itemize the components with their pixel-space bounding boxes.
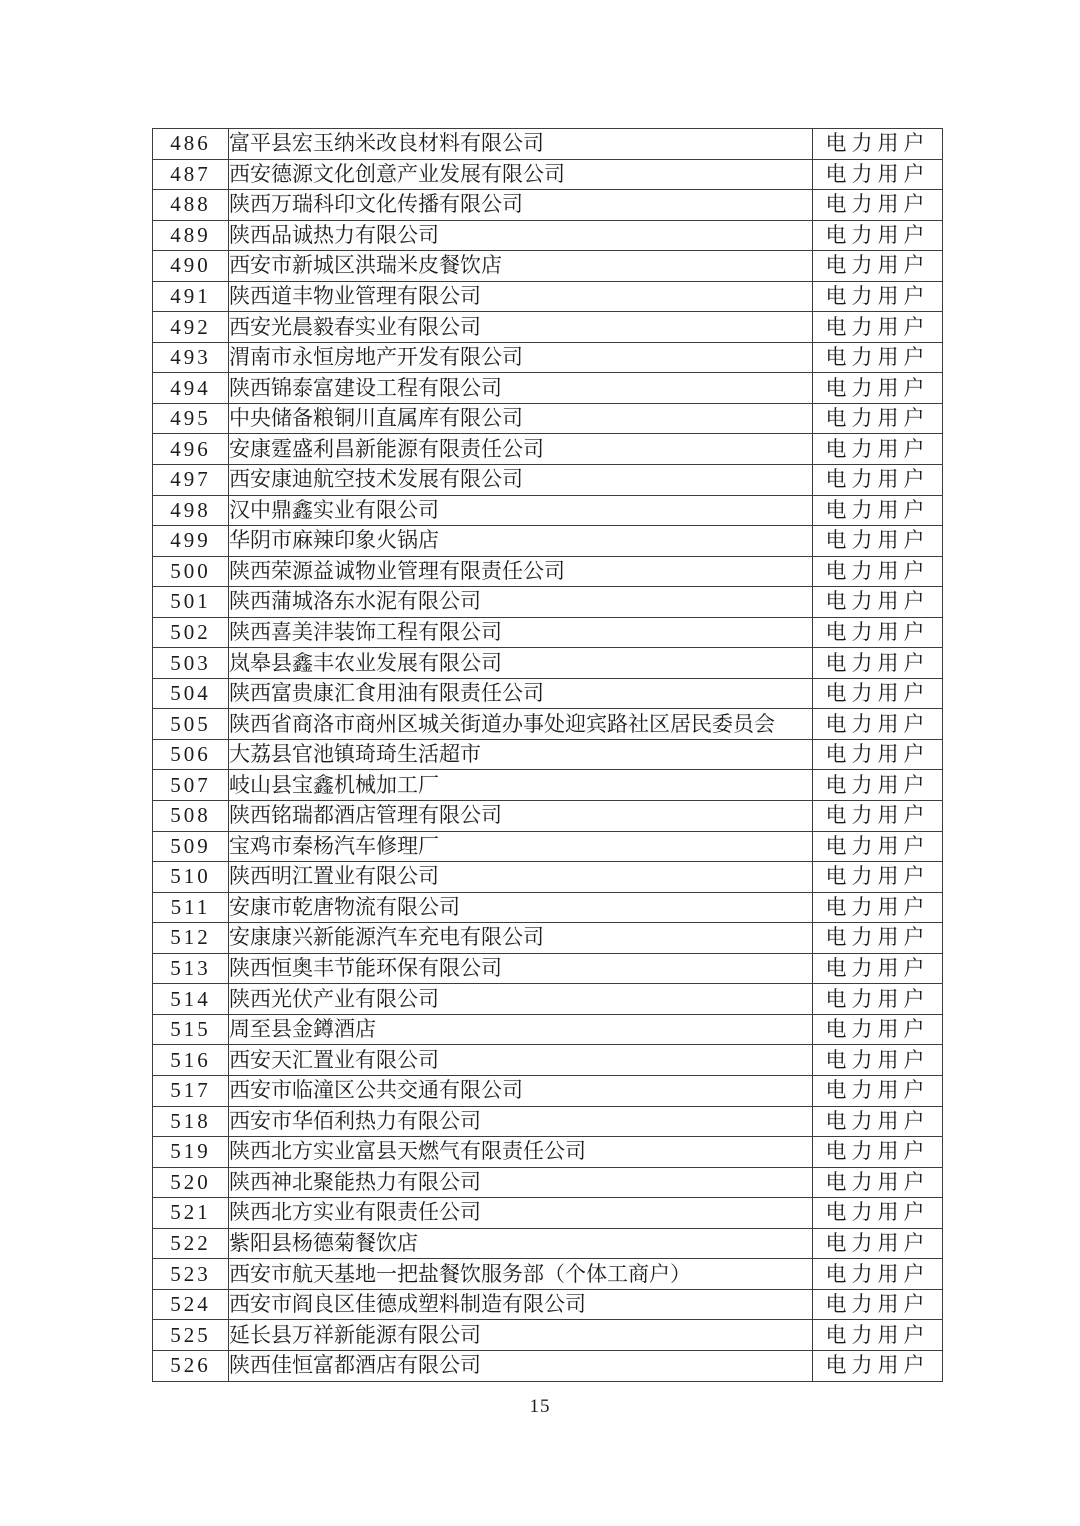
table-row [153, 1289, 943, 1320]
user-type-cell: 电力用户 [813, 953, 943, 984]
row-number-cell: 506 [153, 739, 229, 770]
table-row [153, 709, 943, 740]
company-name-cell: 紫阳县杨德菊餐饮店 [229, 1228, 813, 1259]
row-number-cell: 503 [153, 648, 229, 679]
table-row [153, 1350, 943, 1381]
company-name-cell: 陕西铭瑞都酒店管理有限公司 [229, 801, 813, 832]
user-type-cell: 电力用户 [813, 1320, 943, 1351]
table-row [153, 434, 943, 465]
table-row [153, 1137, 943, 1168]
company-name-cell: 岐山县宝鑫机械加工厂 [229, 770, 813, 801]
table-row [153, 801, 943, 832]
user-type-cell: 电力用户 [813, 1228, 943, 1259]
row-number-cell: 498 [153, 495, 229, 526]
company-name-cell: 陕西喜美沣装饰工程有限公司 [229, 617, 813, 648]
company-name-cell: 富平县宏玉纳米改良材料有限公司 [229, 129, 813, 160]
company-name-cell: 安康霆盛利昌新能源有限责任公司 [229, 434, 813, 465]
table-row [153, 617, 943, 648]
table-row [153, 984, 943, 1015]
company-name-cell: 西安德源文化创意产业发展有限公司 [229, 159, 813, 190]
company-name-cell: 陕西锦泰富建设工程有限公司 [229, 373, 813, 404]
user-type-cell: 电力用户 [813, 129, 943, 160]
company-name-cell: 周至县金鐏酒店 [229, 1014, 813, 1045]
row-number-cell: 523 [153, 1259, 229, 1290]
table-row [153, 312, 943, 343]
user-type-cell: 电力用户 [813, 556, 943, 587]
company-name-cell: 西安市华佰利热力有限公司 [229, 1106, 813, 1137]
company-name-cell: 延长县万祥新能源有限公司 [229, 1320, 813, 1351]
user-type-cell: 电力用户 [813, 342, 943, 373]
user-type-cell: 电力用户 [813, 1014, 943, 1045]
company-name-cell: 西安市航天基地一把盐餐饮服务部（个体工商户） [229, 1259, 813, 1290]
user-type-cell: 电力用户 [813, 526, 943, 557]
user-type-cell: 电力用户 [813, 465, 943, 496]
table-row [153, 1167, 943, 1198]
table-row [153, 1198, 943, 1229]
row-number-cell: 491 [153, 281, 229, 312]
row-number-cell: 509 [153, 831, 229, 862]
row-number-cell: 525 [153, 1320, 229, 1351]
user-type-cell: 电力用户 [813, 1198, 943, 1229]
table-row [153, 862, 943, 893]
table-row [153, 892, 943, 923]
company-name-cell: 陕西佳恒富都酒店有限公司 [229, 1350, 813, 1381]
table-row [153, 1106, 943, 1137]
table-row [153, 556, 943, 587]
table-row [153, 526, 943, 557]
company-name-cell: 陕西恒奥丰节能环保有限公司 [229, 953, 813, 984]
row-number-cell: 516 [153, 1045, 229, 1076]
row-number-cell: 510 [153, 862, 229, 893]
row-number-cell: 524 [153, 1289, 229, 1320]
company-name-cell: 西安光晨毅春实业有限公司 [229, 312, 813, 343]
table-row [153, 923, 943, 954]
table-row [153, 770, 943, 801]
row-number-cell: 515 [153, 1014, 229, 1045]
user-type-cell: 电力用户 [813, 1167, 943, 1198]
user-type-cell: 电力用户 [813, 923, 943, 954]
company-name-cell: 陕西万瑞科印文化传播有限公司 [229, 190, 813, 221]
row-number-cell: 492 [153, 312, 229, 343]
row-number-cell: 526 [153, 1350, 229, 1381]
row-number-cell: 493 [153, 342, 229, 373]
company-name-cell: 陕西北方实业有限责任公司 [229, 1198, 813, 1229]
table-row [153, 1259, 943, 1290]
row-number-cell: 500 [153, 556, 229, 587]
table-row [153, 1045, 943, 1076]
table-row [153, 281, 943, 312]
company-name-cell: 岚皋县鑫丰农业发展有限公司 [229, 648, 813, 679]
company-name-cell: 陕西省商洛市商州区城关街道办事处迎宾路社区居民委员会 [229, 709, 813, 740]
user-type-cell: 电力用户 [813, 1350, 943, 1381]
company-name-cell: 陕西荣源益诚物业管理有限责任公司 [229, 556, 813, 587]
table-row [153, 220, 943, 251]
user-type-cell: 电力用户 [813, 648, 943, 679]
row-number-cell: 486 [153, 129, 229, 160]
row-number-cell: 489 [153, 220, 229, 251]
table-row [153, 373, 943, 404]
page-number: 15 [529, 1396, 551, 1417]
electricity-user-table [152, 128, 943, 1382]
table-row [153, 251, 943, 282]
user-type-cell: 电力用户 [813, 1106, 943, 1137]
user-type-cell: 电力用户 [813, 220, 943, 251]
user-type-cell: 电力用户 [813, 770, 943, 801]
row-number-cell: 487 [153, 159, 229, 190]
company-name-cell: 西安康迪航空技术发展有限公司 [229, 465, 813, 496]
user-type-cell: 电力用户 [813, 862, 943, 893]
user-type-cell: 电力用户 [813, 1289, 943, 1320]
table-row [153, 739, 943, 770]
company-name-cell: 中央储备粮铜川直属库有限公司 [229, 403, 813, 434]
user-type-cell: 电力用户 [813, 801, 943, 832]
table-row [153, 587, 943, 618]
user-type-cell: 电力用户 [813, 739, 943, 770]
table-row [153, 342, 943, 373]
user-type-cell: 电力用户 [813, 1045, 943, 1076]
user-type-cell: 电力用户 [813, 312, 943, 343]
company-name-cell: 陕西北方实业富县天燃气有限责任公司 [229, 1137, 813, 1168]
row-number-cell: 494 [153, 373, 229, 404]
row-number-cell: 501 [153, 587, 229, 618]
table-row [153, 678, 943, 709]
table-row [153, 648, 943, 679]
company-name-cell: 宝鸡市秦杨汽车修理厂 [229, 831, 813, 862]
user-type-cell: 电力用户 [813, 892, 943, 923]
company-name-cell: 陕西富贵康汇食用油有限责任公司 [229, 678, 813, 709]
row-number-cell: 514 [153, 984, 229, 1015]
user-type-cell: 电力用户 [813, 984, 943, 1015]
user-type-cell: 电力用户 [813, 587, 943, 618]
company-name-cell: 汉中鼎鑫实业有限公司 [229, 495, 813, 526]
company-name-cell: 渭南市永恒房地产开发有限公司 [229, 342, 813, 373]
user-type-cell: 电力用户 [813, 495, 943, 526]
row-number-cell: 519 [153, 1137, 229, 1168]
user-type-cell: 电力用户 [813, 434, 943, 465]
table-row [153, 953, 943, 984]
table-row [153, 1075, 943, 1106]
user-type-cell: 电力用户 [813, 617, 943, 648]
company-name-cell: 陕西道丰物业管理有限公司 [229, 281, 813, 312]
table-row [153, 831, 943, 862]
row-number-cell: 488 [153, 190, 229, 221]
table-row [153, 495, 943, 526]
row-number-cell: 520 [153, 1167, 229, 1198]
user-type-cell: 电力用户 [813, 373, 943, 404]
company-name-cell: 陕西光伏产业有限公司 [229, 984, 813, 1015]
user-type-cell: 电力用户 [813, 159, 943, 190]
row-number-cell: 507 [153, 770, 229, 801]
table-row [153, 1014, 943, 1045]
company-name-cell: 陕西神北聚能热力有限公司 [229, 1167, 813, 1198]
company-name-cell: 华阴市麻辣印象火锅店 [229, 526, 813, 557]
company-name-cell: 安康康兴新能源汽车充电有限公司 [229, 923, 813, 954]
table-row [153, 1320, 943, 1351]
user-type-cell: 电力用户 [813, 1137, 943, 1168]
row-number-cell: 495 [153, 403, 229, 434]
user-type-cell: 电力用户 [813, 190, 943, 221]
user-type-cell: 电力用户 [813, 678, 943, 709]
company-name-cell: 陕西蒲城洛东水泥有限公司 [229, 587, 813, 618]
company-name-cell: 陕西明江置业有限公司 [229, 862, 813, 893]
company-name-cell: 陕西品诚热力有限公司 [229, 220, 813, 251]
row-number-cell: 513 [153, 953, 229, 984]
row-number-cell: 517 [153, 1075, 229, 1106]
user-type-cell: 电力用户 [813, 1259, 943, 1290]
row-number-cell: 518 [153, 1106, 229, 1137]
company-name-cell: 大荔县官池镇琦琦生活超市 [229, 739, 813, 770]
row-number-cell: 521 [153, 1198, 229, 1229]
user-type-cell: 电力用户 [813, 251, 943, 282]
table-row [153, 159, 943, 190]
row-number-cell: 504 [153, 678, 229, 709]
user-type-cell: 电力用户 [813, 709, 943, 740]
company-name-cell: 安康市乾唐物流有限公司 [229, 892, 813, 923]
company-name-cell: 西安市阎良区佳德成塑料制造有限公司 [229, 1289, 813, 1320]
row-number-cell: 499 [153, 526, 229, 557]
user-type-cell: 电力用户 [813, 1075, 943, 1106]
table-row [153, 403, 943, 434]
row-number-cell: 511 [153, 892, 229, 923]
user-type-cell: 电力用户 [813, 403, 943, 434]
row-number-cell: 508 [153, 801, 229, 832]
row-number-cell: 505 [153, 709, 229, 740]
row-number-cell: 512 [153, 923, 229, 954]
table-row [153, 129, 943, 160]
company-name-cell: 西安天汇置业有限公司 [229, 1045, 813, 1076]
row-number-cell: 502 [153, 617, 229, 648]
company-name-cell: 西安市新城区洪瑞米皮餐饮店 [229, 251, 813, 282]
user-type-cell: 电力用户 [813, 831, 943, 862]
user-type-cell: 电力用户 [813, 281, 943, 312]
row-number-cell: 490 [153, 251, 229, 282]
table-row [153, 1228, 943, 1259]
row-number-cell: 496 [153, 434, 229, 465]
row-number-cell: 522 [153, 1228, 229, 1259]
row-number-cell: 497 [153, 465, 229, 496]
table-row [153, 465, 943, 496]
table-row [153, 190, 943, 221]
company-name-cell: 西安市临潼区公共交通有限公司 [229, 1075, 813, 1106]
